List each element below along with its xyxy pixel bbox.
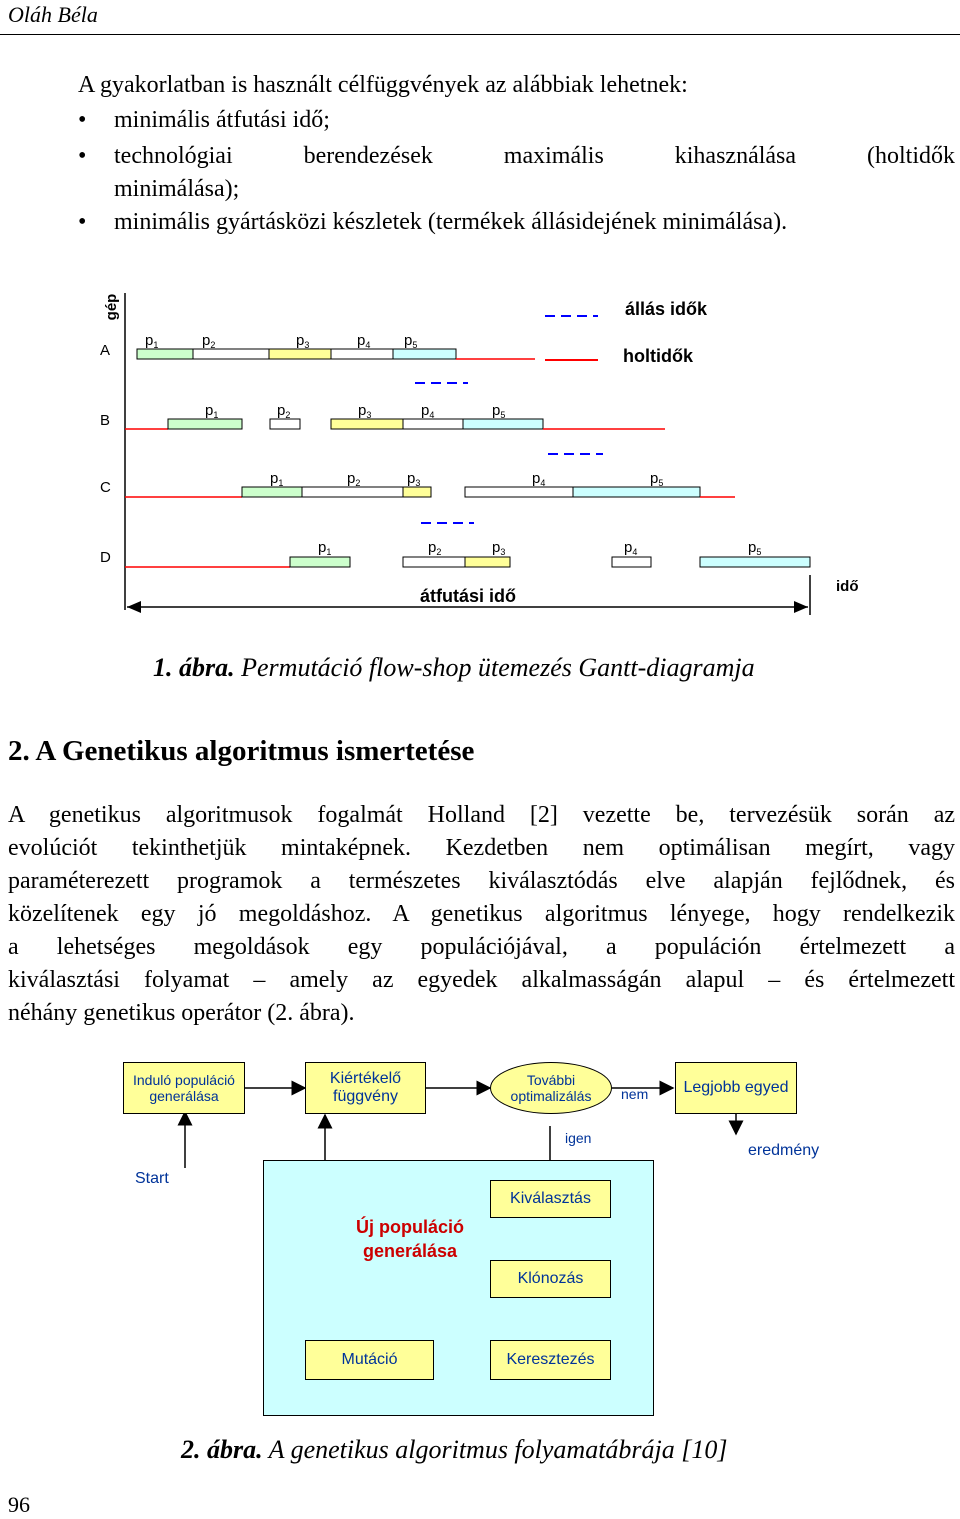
header-rule [0,34,960,35]
job-label: $p_2$ [347,470,361,488]
job-bar [403,419,463,429]
bullet-text: minimális gyártásközi készletek (termékek állásidejének minimálása). [114,209,788,235]
job-label: $p_3$ [492,539,506,557]
paragraph-line: A genetikus algoritmusok fogalmát Holland [2] vezette be, tervezésük során az [8,802,955,828]
gantt-row-d [100,539,810,567]
job-label: $p_4$ [624,539,638,557]
machine-label-c: C [100,479,111,496]
bullet-item [78,107,955,137]
bullet-continuation [78,176,955,206]
bullet-text: technológiai berendezések maximális kihasználása (holtidők [114,143,955,169]
job-label: $p_3$ [407,470,421,488]
paragraph-line: evolúciót tekinthetjük mintaképnek. Kezdetben nem optimálisan megírt, vagy [8,835,955,861]
job-bar [137,349,193,359]
job-label: $p_4$ [357,332,371,350]
paragraph-line: közelítenek egy jó megoldáshoz. A genetikus algoritmus lényege, hogy rendelkezik [8,901,955,927]
new-population-title: Új populáció generálása [356,1217,464,1261]
bullet-icon: • [78,107,87,133]
job-bar [168,419,242,429]
best-individual-box: Legjobb egyed [675,1062,797,1114]
legend-idle-label: állás idők [625,299,708,319]
running-header-author: Oláh Béla [8,2,98,27]
job-label: $p_2$ [428,539,442,557]
job-label: $p_1$ [145,332,159,350]
figure-2-caption [181,1435,728,1465]
bullet-text: minimálása); [114,176,240,202]
job-label: $p_5$ [748,539,762,557]
no-label: nem [621,1086,649,1102]
crossover-box: Keresztezés [490,1340,611,1380]
job-bar [700,557,810,567]
start-label: Start [135,1170,169,1187]
job-label: $p_4$ [421,402,435,420]
job-bar [393,349,456,359]
bullet-icon: • [78,209,87,235]
job-bar [270,419,300,429]
arrow-right-icon [794,601,808,613]
fitness-function-box: Kiértékelő függvény [305,1062,426,1114]
job-bar [302,487,403,497]
paragraph-line: kiválasztási folyamat – amely az egyedek alkalmasságán alapul – és értelmezett [8,967,955,993]
job-bar [331,349,393,359]
machine-label-b: B [100,412,111,429]
job-bar [242,487,302,497]
paragraph-line: a lehetséges megoldások egy populációjával, a populáción értelmezett a [8,934,955,960]
cloning-box: Klónozás [490,1260,611,1298]
gantt-diagram [0,285,960,635]
decision-ellipse: További optimalizálás [490,1062,612,1114]
job-label: $p_5$ [492,402,506,420]
bullet-item [78,143,955,173]
selection-box: Kiválasztás [490,1180,611,1218]
figure-2-number: 2. ábra. [181,1435,263,1464]
job-label: $p_5$ [404,332,418,350]
job-label: $p_4$ [532,470,546,488]
job-bar [403,557,465,567]
job-bar [290,557,350,567]
figure-2-title: A genetikus algoritmus folyamatábrája [10] [262,1435,728,1464]
job-label: $p_2$ [277,402,291,420]
flowchart [0,1050,960,1430]
arrow-left-icon [127,601,141,613]
job-bar [193,349,269,359]
job-label: $p_1$ [270,470,284,488]
job-bar [403,487,431,497]
job-label: $p_5$ [650,470,664,488]
makespan-label: átfutási idő [420,586,517,606]
time-axis-label: idő [836,578,859,595]
job-label: $p_2$ [202,332,216,350]
mutation-box: Mutáció [305,1340,434,1380]
intro-lead: A gyakorlatban is használt célfüggvények az alábbiak lehetnek: [78,72,688,98]
job-bar [573,487,700,497]
figure-1-title: Permutáció flow-shop ütemezés Gantt-diagramja [234,653,755,682]
machine-label-a: A [100,342,111,359]
job-label: $p_3$ [358,402,372,420]
section-heading: 2. A Genetikus algoritmus ismertetése [8,735,475,767]
machine-axis-label: gép [103,293,120,321]
job-label: $p_1$ [205,402,219,420]
job-bar [269,349,331,359]
makespan-indicator [127,575,859,615]
bullet-text: minimális átfutási idő; [114,107,330,133]
bullet-icon: • [78,143,87,169]
gantt-row-b [100,402,665,454]
init-population-box: Induló populáció generálása [123,1062,245,1114]
job-bar [612,557,651,567]
page-number: 96 [8,1492,30,1517]
yes-label: igen [565,1130,592,1146]
legend-dead-label: holtidők [623,346,693,366]
job-bar [465,487,573,497]
job-label: $p_3$ [296,332,310,350]
job-bar [465,557,510,567]
result-label: eredmény [748,1142,820,1159]
job-bar [331,419,403,429]
paragraph-line: néhány genetikus operátor (2. ábra). [8,1000,355,1026]
figure-1-caption [153,653,755,683]
bullet-item [78,209,955,239]
job-label: $p_1$ [318,539,332,557]
gantt-row-c [100,470,735,523]
paragraph-line: paraméterezett programok a természetes kiválasztódás elve alapján fejlődnek, és [8,868,955,894]
figure-1-number: 1. ábra. [153,653,235,682]
machine-label-d: D [100,549,111,566]
job-bar [463,419,543,429]
gantt-row-a [100,332,535,383]
